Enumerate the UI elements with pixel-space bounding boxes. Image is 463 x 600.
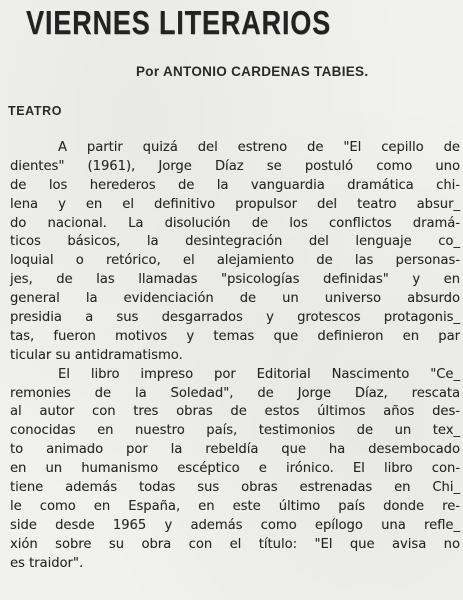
- text-line: ticos básicos, la desintegración del lenguaje co_: [10, 234, 460, 250]
- text-line: dientes" (1961), Jorge Díaz se postuló como uno: [10, 158, 460, 174]
- text-line: tas, fueron motivos y temas que definieron en par: [10, 328, 460, 344]
- byline: Por ANTONIO CARDENAS TABIES.: [136, 64, 369, 79]
- text-line: side desde 1965 y además como epílogo una refle_: [10, 517, 460, 533]
- text-line: A partir quizá del estreno de "El cepillo de: [58, 140, 460, 155]
- article-body: [10, 139, 460, 573]
- text-line: le como en España, en este último país donde re-: [10, 498, 460, 514]
- text-line: conocidas en nuestro país, testimonios de un tex_: [10, 423, 460, 439]
- text-line: to animado por la rebeldía que ha desembocado: [10, 442, 460, 458]
- text-line: ticular su antidramatismo.: [10, 347, 183, 363]
- text-line: general la evidenciación de un universo absurdo: [10, 291, 460, 307]
- text-line: en un humanismo escéptico e irónico. El libro con-: [10, 461, 460, 477]
- text-line: lena y en el definitivo propulsor del teatro absur_: [10, 196, 460, 212]
- text-line: do nacional. La disolución de los conflictos dramá-: [10, 215, 460, 231]
- text-line: remonies de la Soledad", de Jorge Díaz, rescata: [10, 385, 460, 401]
- text-line: loquial o retórico, el alejamiento de las personas-: [10, 253, 460, 269]
- text-line: El libro impreso por Editorial Nascimento "Ce_: [58, 366, 460, 382]
- text-line: es traidor".: [10, 555, 84, 571]
- text-line: tiene además todas sus obras estrenadas en Chi_: [10, 480, 460, 496]
- column-title: VIERNES LITERARIOS: [26, 4, 331, 41]
- text-line: presidia a sus desgarrados y grotescos protagonis_: [10, 310, 460, 326]
- text-line: al autor con tres obras de estos últimos años des-: [10, 404, 460, 420]
- text-line: jes, de las llamadas "psicologías definidas" y en: [10, 272, 460, 288]
- section-heading: TEATRO: [8, 104, 63, 118]
- text-line: de los herederos de la vanguardia dramática chi-: [10, 177, 460, 193]
- text-line: xión sobre su obra con el título: "El que avisa no: [10, 536, 460, 552]
